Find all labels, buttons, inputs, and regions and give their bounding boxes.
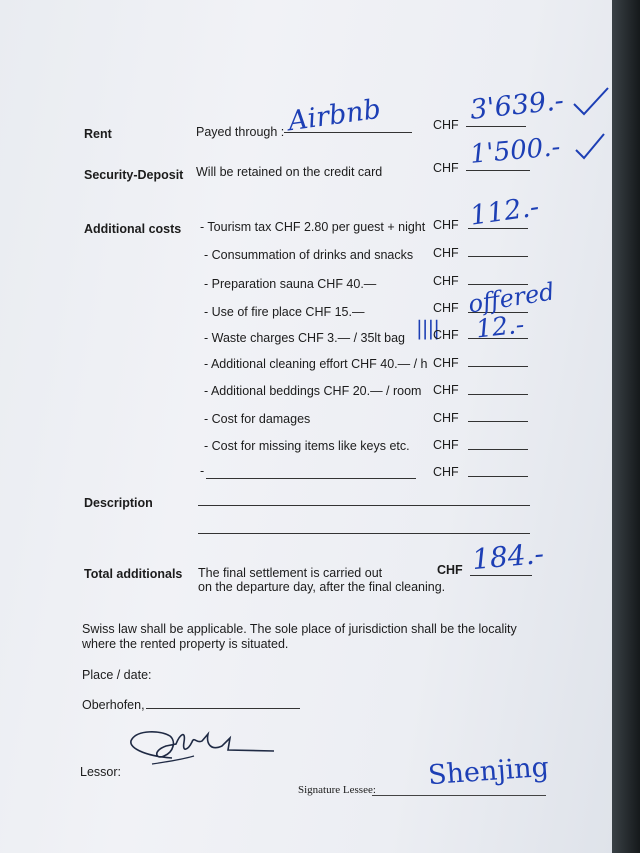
deposit-label: Security-Deposit bbox=[84, 168, 184, 182]
cost-item-currency: CHF bbox=[433, 465, 459, 479]
cost-item-line bbox=[468, 449, 528, 450]
lessor-signature bbox=[122, 720, 277, 772]
background-shadow bbox=[612, 0, 640, 853]
deposit-amount-line bbox=[466, 170, 530, 171]
cost-item-line bbox=[468, 476, 528, 477]
deposit-text: Will be retained on the credit card bbox=[196, 165, 383, 179]
cost-item-currency: CHF bbox=[433, 411, 459, 425]
check-mark-icon bbox=[574, 132, 606, 164]
cost-item-currency: CHF bbox=[433, 301, 459, 315]
cost-item-label: - Consummation of drinks and snacks bbox=[204, 248, 414, 262]
cost-item-label: - bbox=[200, 464, 205, 478]
cost-item-currency: CHF bbox=[433, 328, 459, 342]
cost-item-currency: CHF bbox=[433, 438, 459, 452]
deposit-currency: CHF bbox=[433, 161, 459, 175]
rent-currency: CHF bbox=[433, 118, 459, 132]
place-date-label: Place / date: bbox=[82, 668, 152, 682]
cost-item-label: - Use of fire place CHF 15.— bbox=[204, 305, 365, 319]
settlement-text-line1: The final settlement is carried out bbox=[198, 566, 383, 580]
lessor-label: Lessor: bbox=[80, 765, 121, 779]
description-line bbox=[198, 533, 530, 534]
lessee-signature-line bbox=[372, 795, 546, 796]
deposit-amount-handwritten: 1'500.- bbox=[468, 132, 562, 170]
cost-item-line bbox=[468, 394, 528, 395]
check-mark-icon bbox=[572, 86, 612, 118]
cost-item-currency: CHF bbox=[433, 274, 459, 288]
tally-marks-handwritten: |||| bbox=[416, 316, 439, 340]
cost-item-label: - Cost for damages bbox=[204, 412, 311, 426]
rent-amount-handwritten: 3'639.- bbox=[468, 85, 566, 126]
cost-item-label: - Cost for missing items like keys etc. bbox=[204, 439, 410, 453]
cost-item-handwritten: offered bbox=[466, 277, 557, 319]
cost-item-label: - Additional beddings CHF 20.— / room bbox=[204, 384, 422, 398]
cost-item-line bbox=[468, 421, 528, 422]
payed-through-handwritten: Airbnb bbox=[286, 93, 383, 138]
total-currency: CHF bbox=[437, 563, 463, 577]
lessee-signature-handwritten: Shenjing bbox=[427, 751, 550, 792]
cost-item-label: - Preparation sauna CHF 40.— bbox=[204, 277, 377, 291]
cost-item-handwritten: 112.- bbox=[468, 191, 542, 232]
settlement-text-line2: on the departure day, after the final cleaning. bbox=[198, 580, 446, 594]
cost-item-currency: CHF bbox=[433, 218, 459, 232]
payed-through-label: Payed through : bbox=[196, 125, 285, 139]
law-text-line1: Swiss law shall be applicable. The sole place of jurisdiction shall be the locality bbox=[82, 622, 517, 636]
cost-item-currency: CHF bbox=[433, 383, 459, 397]
cost-item-custom-line bbox=[206, 478, 416, 479]
cost-item-label: - Waste charges CHF 3.— / 35lt bag bbox=[204, 331, 406, 345]
cost-item-line bbox=[468, 366, 528, 367]
description-label: Description bbox=[84, 496, 153, 510]
cost-item-label: - Additional cleaning effort CHF 40.— / h bbox=[204, 357, 428, 371]
rent-amount-line bbox=[466, 126, 526, 127]
cost-item-currency: CHF bbox=[433, 356, 459, 370]
rent-label: Rent bbox=[84, 127, 112, 141]
place-date-line bbox=[146, 708, 300, 709]
total-additionals-label: Total additionals bbox=[84, 567, 183, 581]
place-value: Oberhofen, bbox=[82, 698, 145, 712]
law-text-line2: where the rented property is situated. bbox=[82, 637, 289, 651]
lessee-label: Signature Lessee: bbox=[298, 784, 376, 796]
cost-item-label: - Tourism tax CHF 2.80 per guest + night bbox=[200, 220, 426, 234]
cost-item-line bbox=[468, 256, 528, 257]
description-line bbox=[198, 505, 530, 506]
total-amount-handwritten: 184.- bbox=[470, 536, 546, 577]
cost-item-handwritten: 12.- bbox=[474, 309, 526, 344]
additional-costs-label: Additional costs bbox=[84, 222, 182, 236]
cost-item-currency: CHF bbox=[433, 246, 459, 260]
